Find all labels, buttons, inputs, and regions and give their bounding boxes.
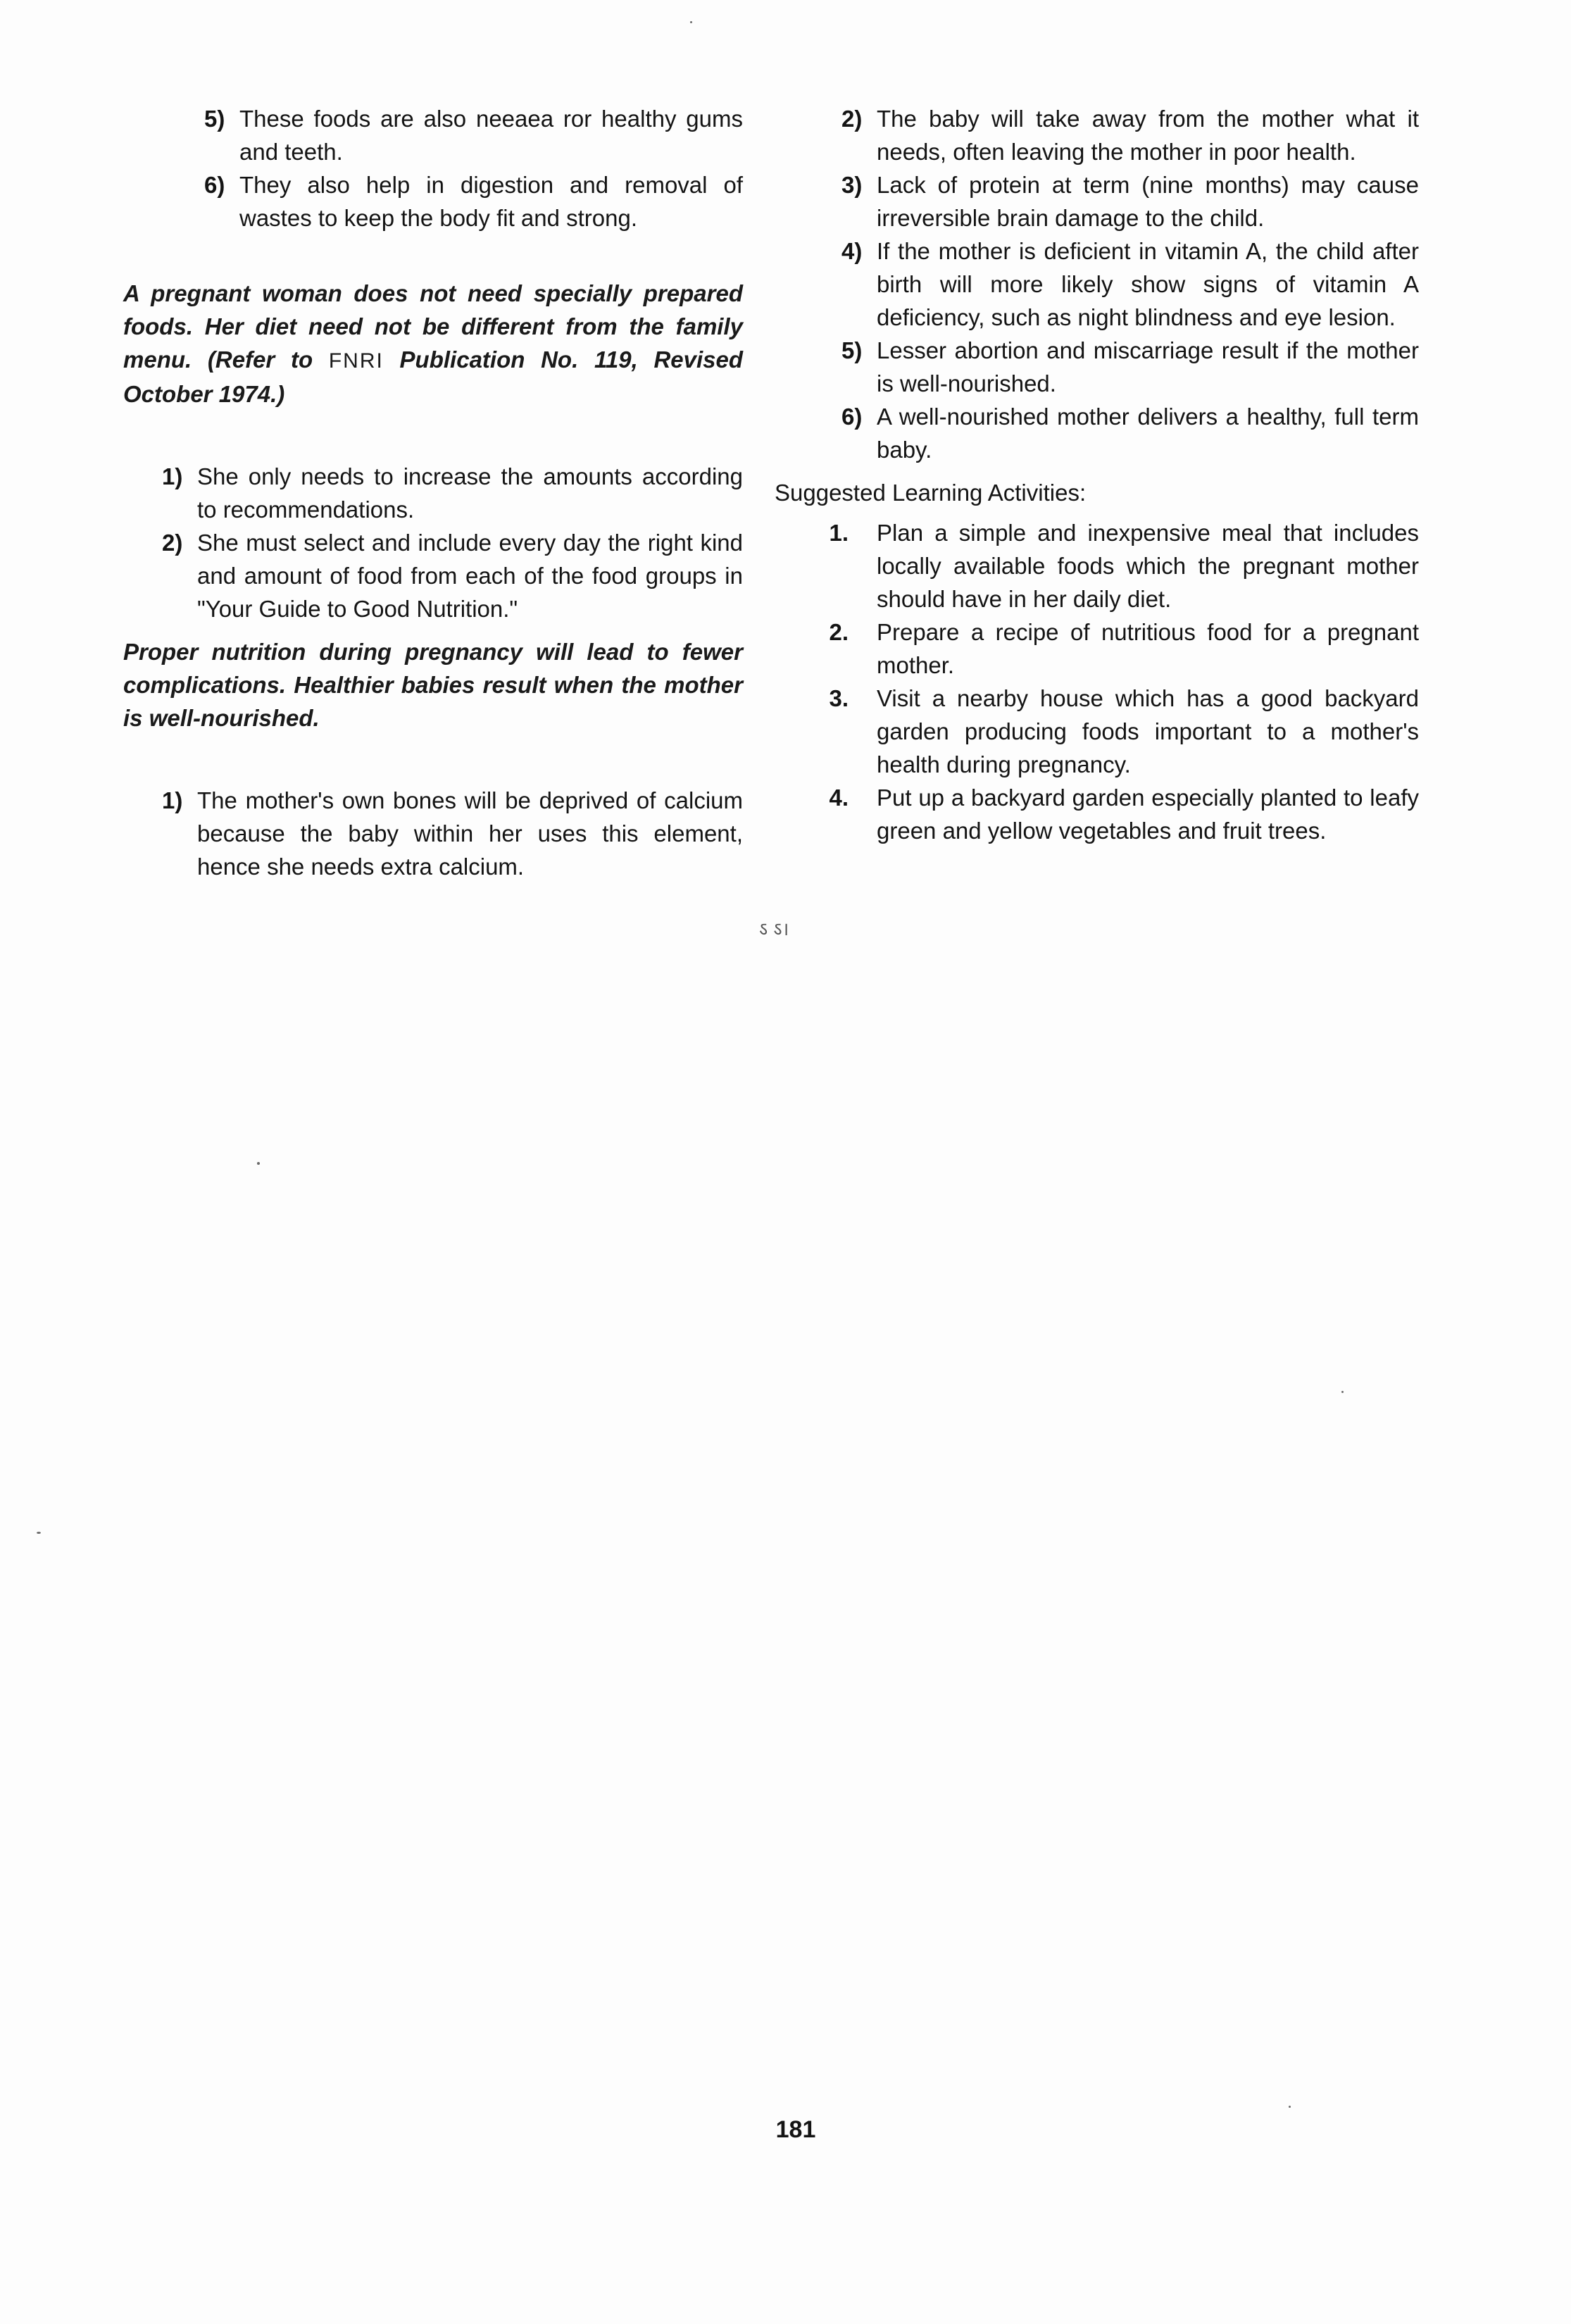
list-item xyxy=(123,102,743,168)
list-number: 4) xyxy=(841,238,863,264)
right-column xyxy=(775,102,1419,847)
activities-heading: Suggested Learning Activities: xyxy=(775,480,1087,506)
page-number: 181 xyxy=(775,2116,816,2143)
paragraph-text: A pregnant woman does not need specially prepared foods. Her diet need not be different from the family menu. (Refer to xyxy=(123,280,743,373)
list-number: 3) xyxy=(841,172,863,198)
activity-text: Visit a nearby house which has a good backyard garden producing foods important to a mother's health during pregnancy. xyxy=(877,685,1419,777)
list-item xyxy=(123,460,743,526)
list-number: 5) xyxy=(204,106,225,132)
list-text: She must select and include every day the right kind and amount of food from each of the food groups in "Your Guide to Good Nutrition." xyxy=(197,530,743,622)
list-text: She only needs to increase the amounts according to recommendations. xyxy=(197,463,743,523)
list-item xyxy=(123,168,743,235)
fnri-label: FNRI xyxy=(328,349,384,373)
activity-text: Plan a simple and inexpensive meal that includes locally available foods which the pregnant mother should have in her daily diet. xyxy=(877,520,1419,612)
list-item xyxy=(775,102,1419,168)
scan-speck xyxy=(690,21,692,23)
activity-number: 3. xyxy=(829,685,849,711)
activity-number: 4. xyxy=(829,785,849,811)
margin-mark: ऽ ऽ। xyxy=(759,919,789,940)
nutrition-paragraph: Proper nutrition during pregnancy will lead to fewer complications. Healthier babies result when the mother is well-nourished. xyxy=(123,639,743,731)
list-number: 1) xyxy=(162,463,183,489)
list-text: The baby will take away from the mother what it needs, often leaving the mother in poor health. xyxy=(877,106,1419,165)
list-number: 2) xyxy=(162,530,183,556)
scan-speck xyxy=(1341,1391,1344,1393)
list-text: A well-nourished mother delivers a healthy, full term baby. xyxy=(877,404,1419,463)
list-number: 6) xyxy=(204,172,225,198)
list-text: These foods are also neeaea ror healthy gums and teeth. xyxy=(239,106,743,165)
list-item xyxy=(775,235,1419,334)
activity-number: 1. xyxy=(829,520,849,546)
list-number: 1) xyxy=(162,787,183,813)
list-number: 2) xyxy=(841,106,863,132)
list-text: Lesser abortion and miscarriage result if the mother is well-nourished. xyxy=(877,337,1419,396)
list-number: 5) xyxy=(841,337,863,363)
activity-text: Put up a backyard garden especially planted to leafy green and yellow vegetables and fruit trees. xyxy=(877,785,1419,844)
activity-text: Prepare a recipe of nutritious food for a pregnant mother. xyxy=(877,619,1419,678)
list-item xyxy=(775,334,1419,400)
scan-speck xyxy=(1289,2106,1291,2108)
list-item xyxy=(775,168,1419,235)
pregnant-diet-paragraph xyxy=(123,277,743,411)
activity-item xyxy=(775,781,1419,847)
list-number: 6) xyxy=(841,404,863,430)
list-item xyxy=(123,784,743,883)
scan-speck xyxy=(37,1532,41,1534)
list-text: Lack of protein at term (nine months) may cause irreversible brain damage to the child. xyxy=(877,172,1419,231)
activity-number: 2. xyxy=(829,619,849,645)
left-column xyxy=(123,102,743,883)
activity-item xyxy=(775,616,1419,682)
scan-speck xyxy=(257,1162,260,1165)
list-text: They also help in digestion and removal of wastes to keep the body fit and strong. xyxy=(239,172,743,231)
activity-item xyxy=(775,516,1419,616)
list-item xyxy=(775,400,1419,466)
list-text: If the mother is deficient in vitamin A, the child after birth will more likely show signs of vitamin A deficiency, such as night blindness and eye lesion. xyxy=(877,238,1419,330)
activity-item xyxy=(775,682,1419,781)
list-item xyxy=(123,526,743,625)
list-text: The mother's own bones will be deprived of calcium because the baby within her uses this element, hence she needs extra calcium. xyxy=(197,787,743,880)
paragraph-text: Publication No. 119, Revised October 1974.) xyxy=(123,346,744,407)
